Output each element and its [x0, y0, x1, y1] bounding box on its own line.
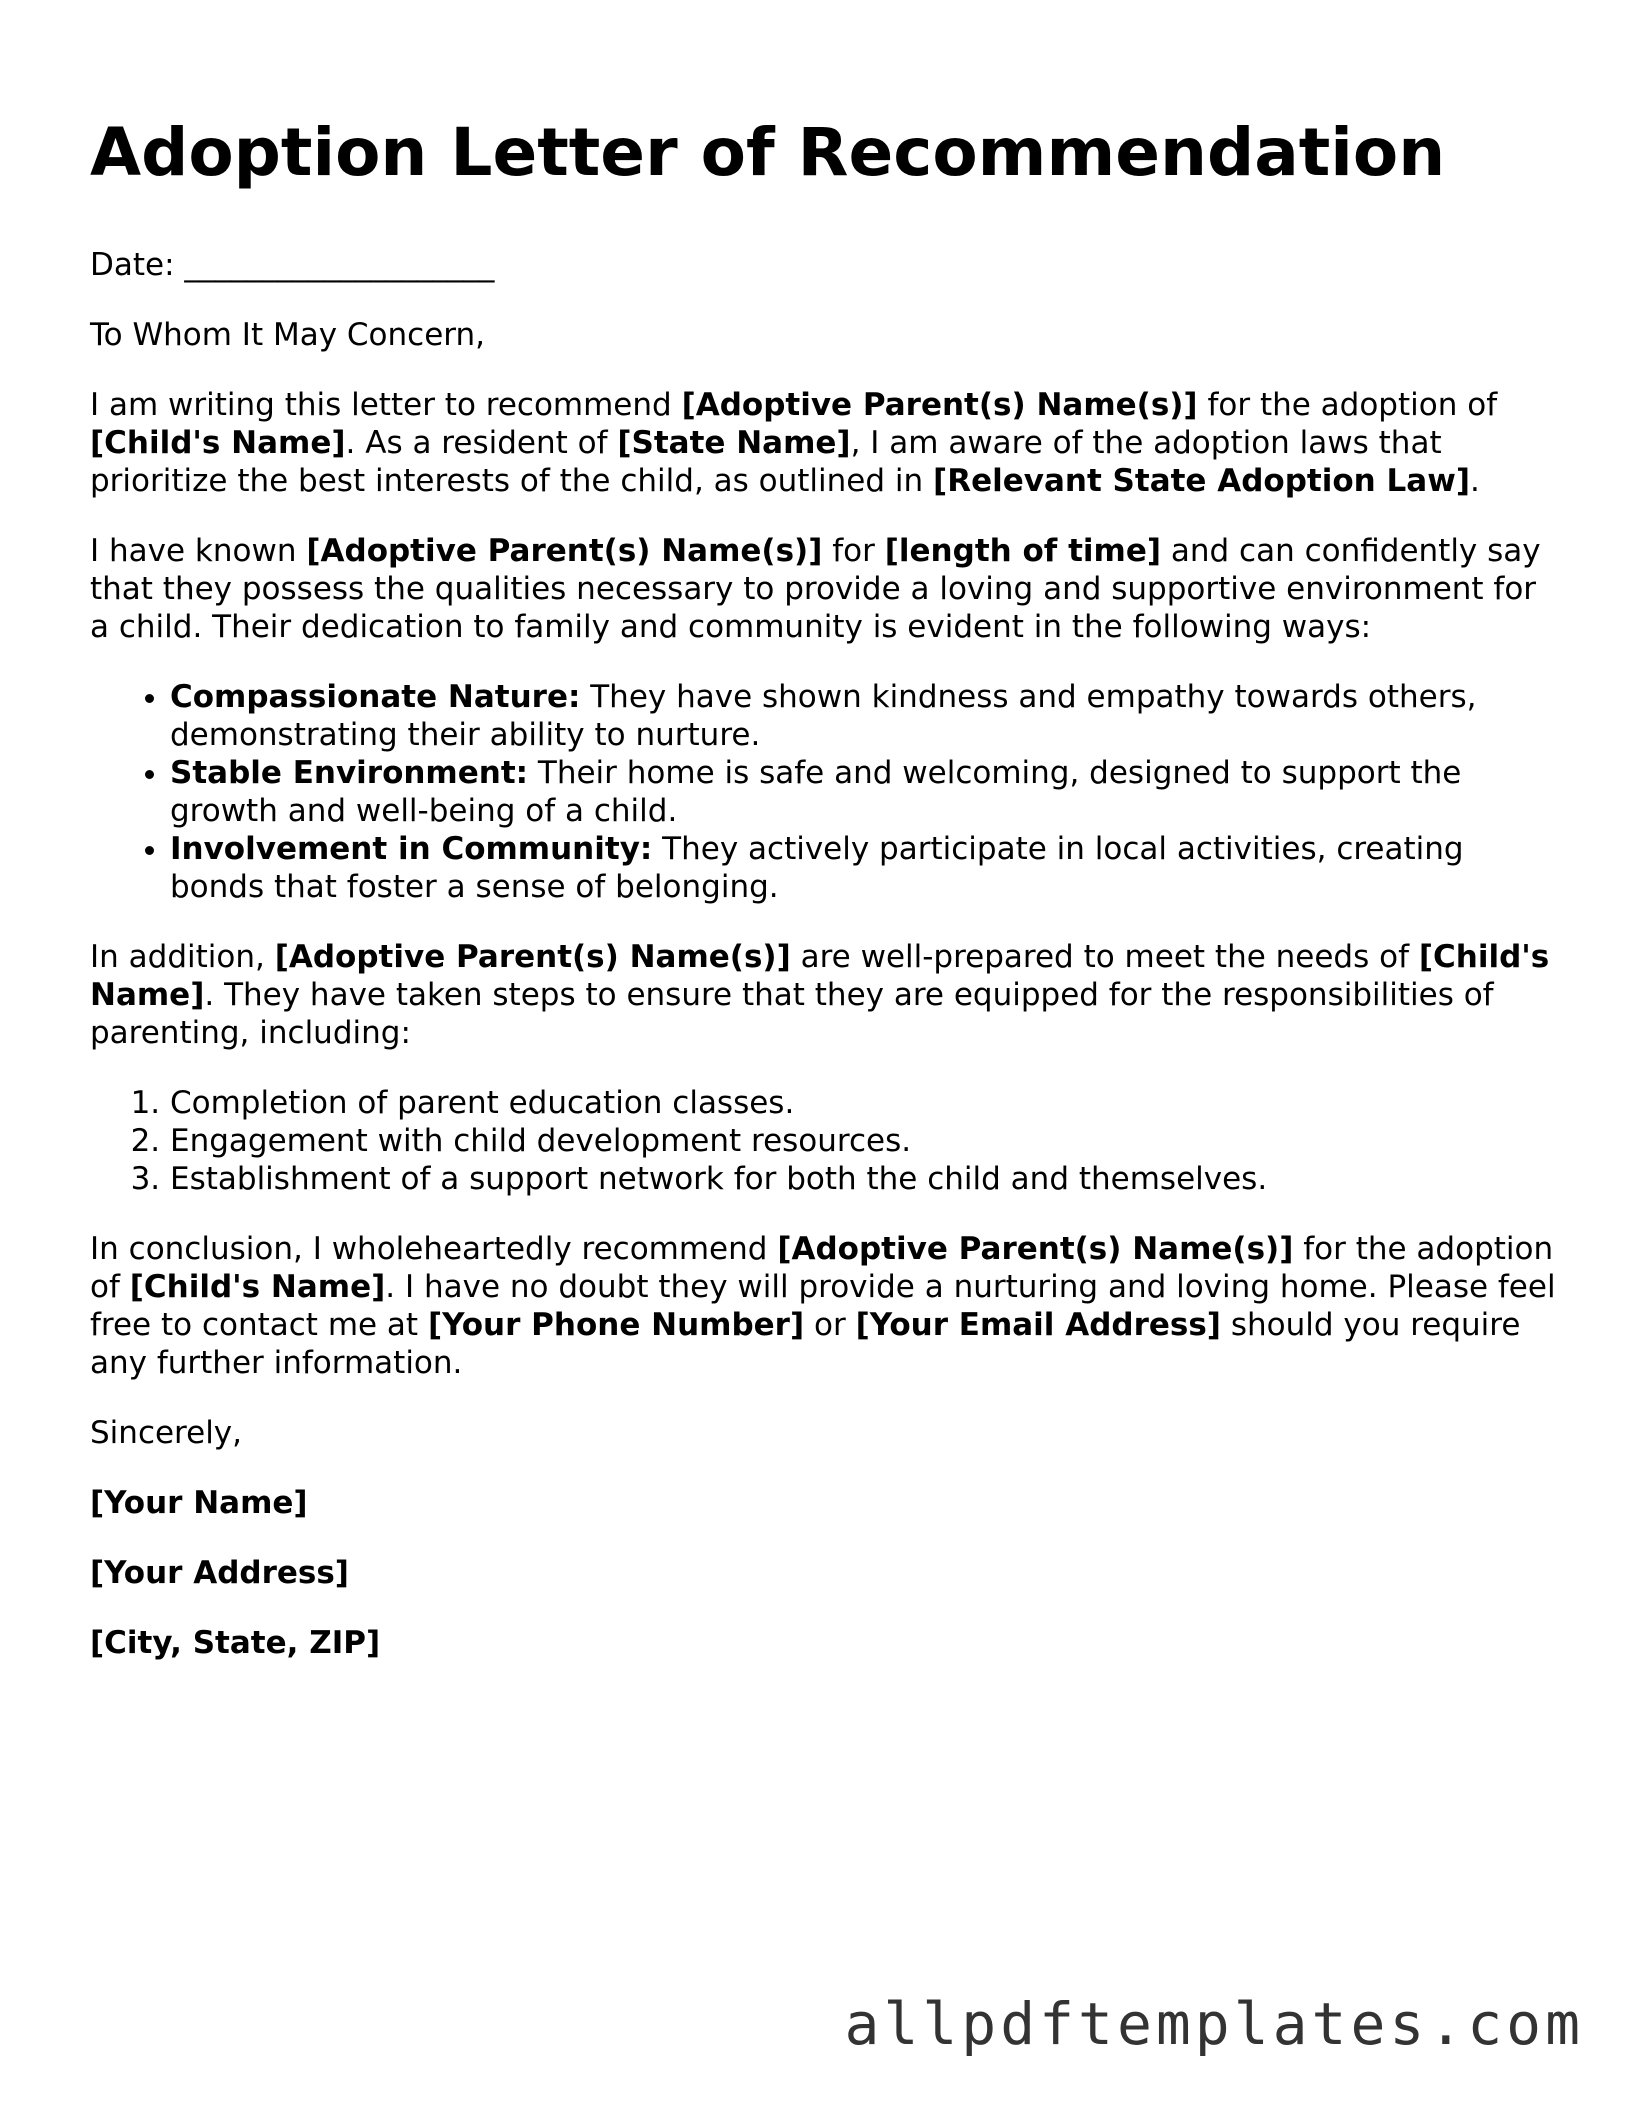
placeholder-adoptive-parents: [Adoptive Parent(s) Name(s)] — [681, 387, 1198, 423]
letter-page — [90, 108, 1560, 1694]
text: for — [822, 533, 885, 569]
text: In conclusion, I wholeheartedly recommend — [90, 1231, 778, 1267]
known-paragraph — [90, 532, 1560, 646]
placeholder-child-name: [Child's Name] — [90, 425, 346, 461]
text: . — [1470, 463, 1480, 499]
list-item: 2. Engagement with child development resources. — [170, 1122, 1560, 1160]
text: for the adoption of — [90, 1231, 1554, 1305]
text: for the adoption of — [1197, 387, 1498, 423]
intro-paragraph — [90, 386, 1560, 500]
text: and can confidently say that they possess the qualities necessary to provide a loving and supportive environment for a child. Their dedication to family and community is evident in the following ways: — [90, 533, 1541, 645]
closing: Sincerely, — [90, 1415, 243, 1451]
text: , I am aware of the adoption laws that prioritize the best interests of the child, as outlined in — [90, 425, 1442, 499]
page-title: Adoption Letter of Recommendation — [90, 114, 1446, 191]
placeholder-child-name: [Child's Name] — [90, 939, 1550, 1013]
signature-city: [City, State, ZIP] — [90, 1625, 381, 1661]
signature-block — [90, 1484, 1560, 1662]
text: are well-prepared to meet the needs of — [790, 939, 1419, 975]
qualities-list — [90, 678, 1560, 906]
quality-text: Their home is safe and welcoming, designed to support the growth and well-being of a child. — [170, 755, 1462, 829]
watermark: allpdftemplates.com — [844, 1990, 1584, 2058]
signature-address: [Your Address] — [90, 1555, 349, 1591]
quality-label: Involvement in Community: — [170, 831, 653, 867]
quality-label: Stable Environment: — [170, 755, 529, 791]
preparation-paragraph — [90, 938, 1560, 1052]
list-item — [170, 754, 1560, 830]
text: . As a resident of — [345, 425, 618, 461]
placeholder-state-law: [Relevant State Adoption Law] — [933, 463, 1471, 499]
list-item — [170, 830, 1560, 906]
list-item — [170, 678, 1560, 754]
placeholder-child-name: [Child's Name] — [129, 1269, 386, 1305]
text: In addition, — [90, 939, 275, 975]
placeholder-email-address: [Your Email Address] — [855, 1307, 1221, 1343]
steps-list — [90, 1084, 1560, 1198]
quality-label: Compassionate Nature: — [170, 679, 581, 715]
text: I am writing this letter to recommend — [90, 387, 682, 423]
placeholder-state-name: [State Name] — [617, 425, 851, 461]
salutation: To Whom It May Concern, — [90, 317, 485, 353]
placeholder-phone-number: [Your Phone Number] — [427, 1307, 805, 1343]
text: or — [804, 1307, 856, 1343]
signature-name: [Your Name] — [90, 1485, 308, 1521]
text: I have known — [90, 533, 307, 569]
date-line: Date: ____________________ — [90, 247, 495, 283]
placeholder-adoptive-parents: [Adoptive Parent(s) Name(s)] — [777, 1231, 1294, 1267]
quality-text: They actively participate in local activities, creating bonds that foster a sense of belonging. — [170, 831, 1464, 905]
quality-text: They have shown kindness and empathy towards others, demonstrating their ability to nurture. — [170, 679, 1477, 753]
placeholder-adoptive-parents: [Adoptive Parent(s) Name(s)] — [306, 533, 823, 569]
list-item: 3. Establishment of a support network for both the child and themselves. — [170, 1160, 1560, 1198]
text: . They have taken steps to ensure that they are equipped for the responsibilities of parenting, including: — [90, 977, 1494, 1051]
text: should you require any further information. — [90, 1307, 1521, 1381]
text: . I have no doubt they will provide a nurturing and loving home. Please feel free to contact me at — [90, 1269, 1556, 1343]
conclusion-paragraph — [90, 1230, 1560, 1382]
list-item: 1. Completion of parent education classes. — [170, 1084, 1560, 1122]
placeholder-length-of-time: [length of time] — [884, 533, 1162, 569]
placeholder-adoptive-parents: [Adoptive Parent(s) Name(s)] — [274, 939, 791, 975]
